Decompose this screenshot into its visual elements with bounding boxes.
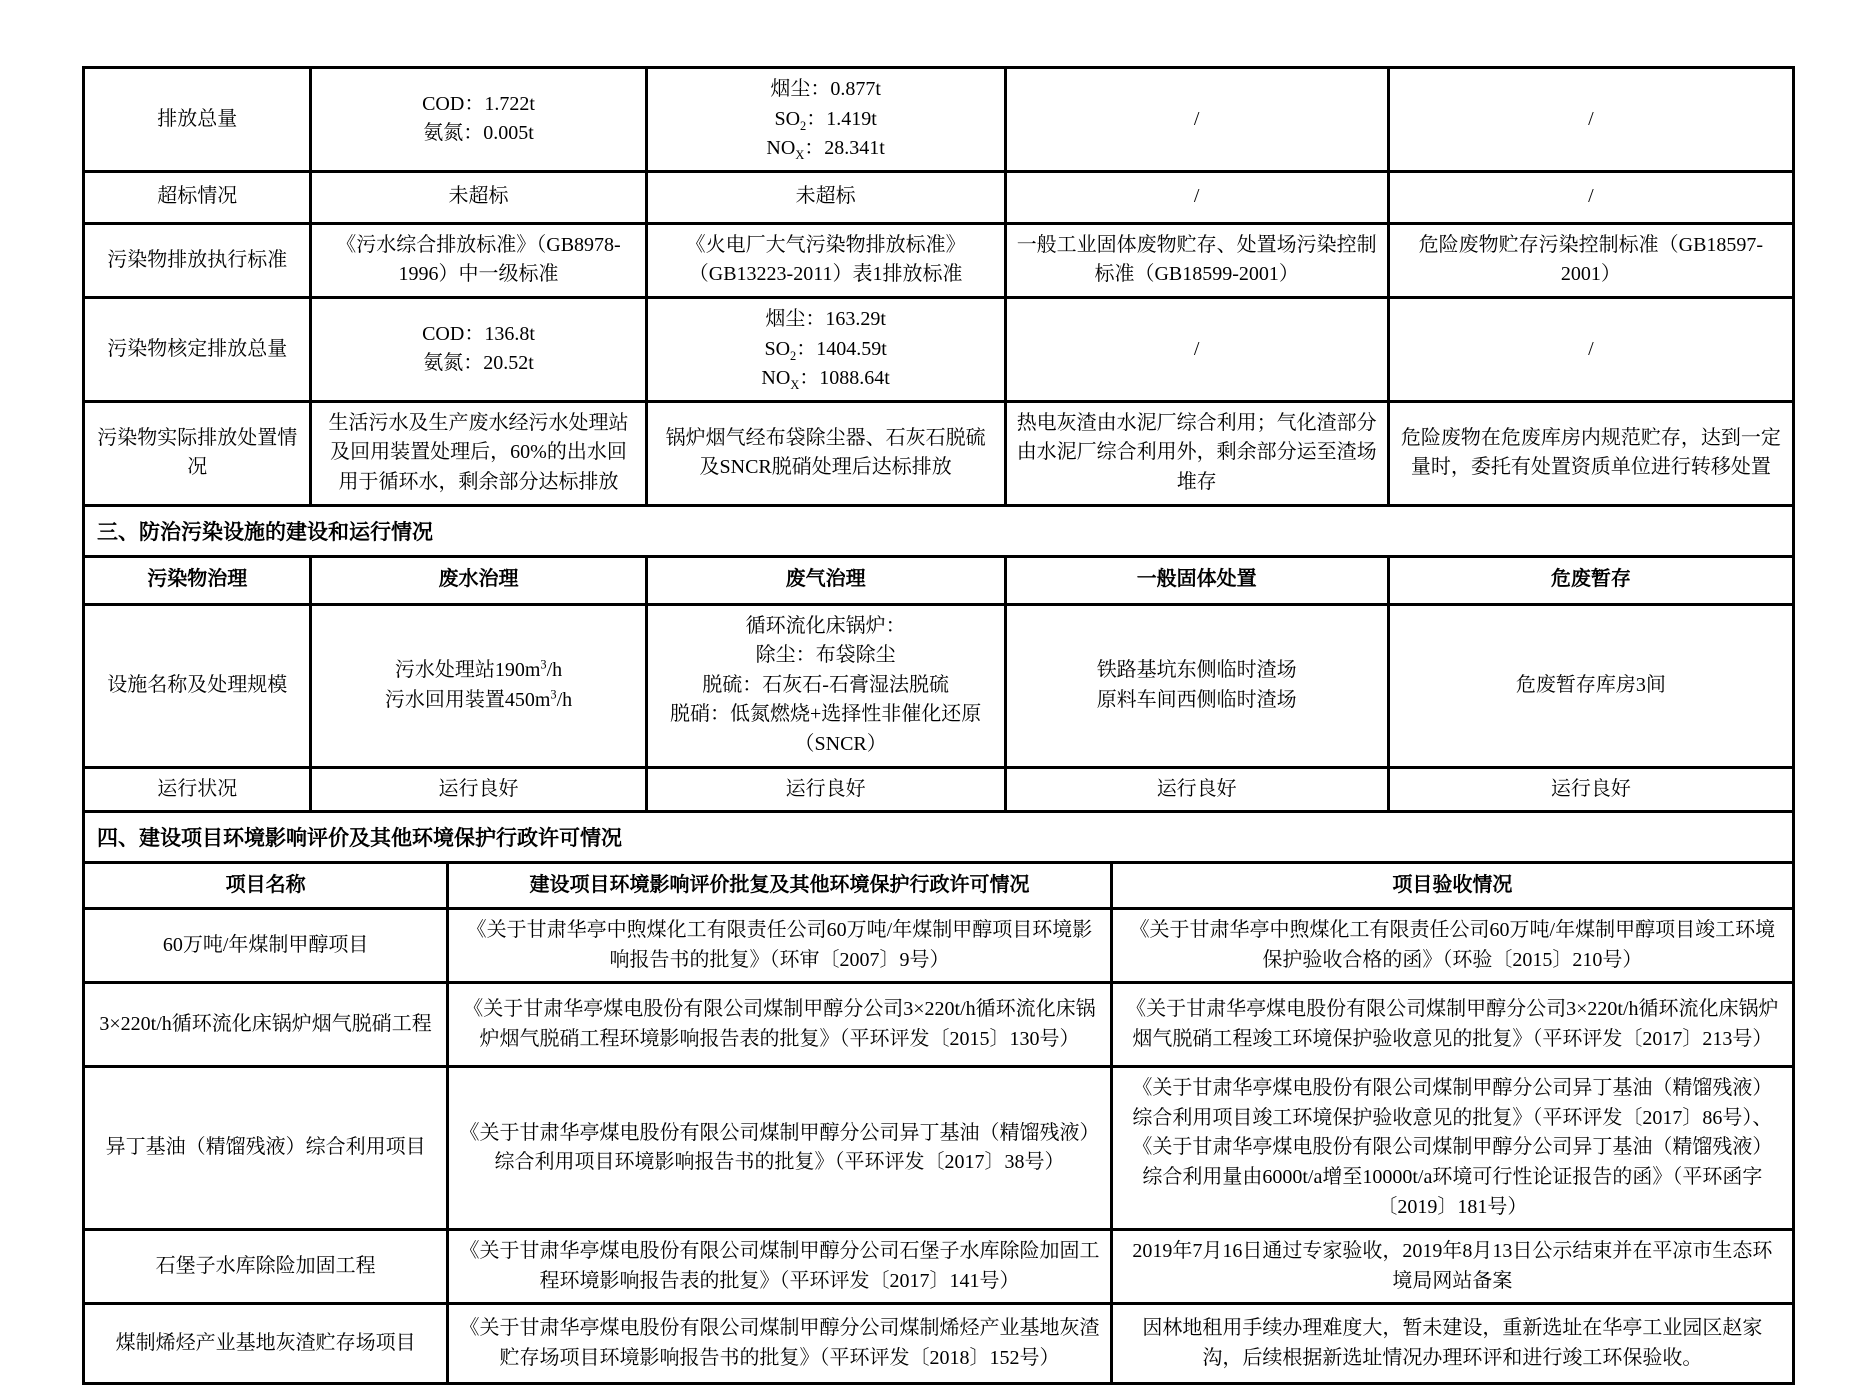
row-facility-name-scale — [84, 604, 1794, 767]
row-operation-status — [84, 767, 1794, 812]
row-label: 污染物实际排放处置情况 — [84, 401, 311, 505]
cell-approval: 《关于甘肃华亭煤电股份有限公司煤制甲醇分公司异丁基油（精馏残液）综合利用项目环境影响报告书的批复》（平环评发〔2017〕38号） — [448, 1067, 1111, 1230]
cell-project-name: 石堡子水库除险加固工程 — [84, 1230, 448, 1304]
cell-waste-gas: 《火电厂大气污染物排放标准》（GB13223-2011）表1排放标准 — [646, 223, 1005, 297]
cell-wastewater: COD：1.722t 氨氮：0.005t — [311, 68, 646, 172]
cell-project-name: 60万吨/年煤制甲醇项目 — [84, 909, 448, 983]
col-header-pollutant-treatment: 污染物治理 — [84, 556, 311, 604]
cell-acceptance: 因林地租用手续办理难度大，暂未建设，重新选址在华亭工业园区赵家沟，后续根据新选址情况办理环评和进行竣工环保验收。 — [1111, 1304, 1793, 1384]
row-label: 污染物核定排放总量 — [84, 297, 311, 401]
cell-project-name: 煤制烯烃产业基地灰渣贮存场项目 — [84, 1304, 448, 1384]
cell-solid-waste: / — [1005, 297, 1388, 401]
cell-hazardous-waste: 危废暂存库房3间 — [1388, 604, 1793, 767]
row-ash-storage-project — [84, 1304, 1794, 1384]
cell-approval: 《关于甘肃华亭煤电股份有限公司煤制甲醇分公司石堡子水库除险加固工程环境影响报告表的批复》（平环评发〔2017〕141号） — [448, 1230, 1111, 1304]
section3-title: 三、防治污染设施的建设和运行情况 — [82, 504, 1795, 558]
col-header-acceptance-status: 项目验收情况 — [1111, 863, 1793, 909]
cell-waste-gas: 循环流化床锅炉： 除尘：布袋除尘 脱硫：石灰石-石膏湿法脱硫 脱硝：低氮燃烧+选择性非催化还原 （SNCR） — [646, 604, 1005, 767]
cell-project-name: 3×220t/h循环流化床锅炉烟气脱硝工程 — [84, 983, 448, 1067]
cell-wastewater: 污水处理站$190m^3/h$ 污水回用装置$450m^3/h$ — [311, 604, 646, 767]
cell-hazardous-waste: / — [1388, 68, 1793, 172]
cell-solid-waste: / — [1005, 171, 1388, 223]
col-header-project-name: 项目名称 — [84, 863, 448, 909]
row-label: 超标情况 — [84, 171, 311, 223]
cell-hazardous-waste: 运行良好 — [1388, 767, 1793, 812]
treatment-facility-table — [82, 555, 1795, 814]
cell-solid-waste: / — [1005, 68, 1388, 172]
cell-hazardous-waste: / — [1388, 297, 1793, 401]
row-permit-headers — [84, 863, 1794, 909]
col-header-waste-gas-treatment: 废气治理 — [646, 556, 1005, 604]
cell-waste-gas: 烟尘：0.877t $SO_2$：1.419t $NO_X$：28.341t — [646, 68, 1005, 172]
cell-acceptance: 2019年7月16日通过专家验收，2019年8月13日公示结束并在平凉市生态环境局网站备案 — [1111, 1230, 1793, 1304]
col-header-solid-waste-disposal: 一般固体处置 — [1005, 556, 1388, 604]
row-emission-total — [84, 68, 1794, 172]
row-discharge-standards — [84, 223, 1794, 297]
cell-waste-gas: 运行良好 — [646, 767, 1005, 812]
cell-approval: 《关于甘肃华亭煤电股份有限公司煤制甲醇分公司3×220t/h循环流化床锅炉烟气脱硝工程环境影响报告表的批复》（平环评发〔2015〕130号） — [448, 983, 1111, 1067]
cell-wastewater: 运行良好 — [311, 767, 646, 812]
cell-approval: 《关于甘肃华亭煤电股份有限公司煤制甲醇分公司煤制烯烃产业基地灰渣贮存场项目环境影响报告书的批复》（平环评发〔2018〕152号） — [448, 1304, 1111, 1384]
row-denitration-project — [84, 983, 1794, 1067]
cell-wastewater: COD：136.8t 氨氮：20.52t — [311, 297, 646, 401]
row-label: 运行状况 — [84, 767, 311, 812]
cell-hazardous-waste: / — [1388, 171, 1793, 223]
cell-approval: 《关于甘肃华亭中煦煤化工有限责任公司60万吨/年煤制甲醇项目环境影响报告书的批复》（环审〔2007〕9号） — [448, 909, 1111, 983]
cell-acceptance: 《关于甘肃华亭煤电股份有限公司煤制甲醇分公司3×220t/h循环流化床锅炉烟气脱硝工程竣工环境保护验收意见的批复》（平环评发〔2017〕213号） — [1111, 983, 1793, 1067]
cell-hazardous-waste: 危险废物在危废库房内规范贮存，达到一定量时，委托有处置资质单位进行转移处置 — [1388, 401, 1793, 505]
row-facility-headers — [84, 556, 1794, 604]
eia-permit-table — [82, 861, 1795, 1385]
col-header-hazardous-waste-storage: 危废暂存 — [1388, 556, 1793, 604]
cell-solid-waste: 一般工业固体废物贮存、处置场污染控制标准（GB18599-2001） — [1005, 223, 1388, 297]
cell-project-name: 异丁基油（精馏残液）综合利用项目 — [84, 1067, 448, 1230]
cell-waste-gas: 烟尘：163.29t $SO_2$：1404.59t $NO_X$：1088.64t — [646, 297, 1005, 401]
cell-waste-gas: 未超标 — [646, 171, 1005, 223]
row-reservoir-project — [84, 1230, 1794, 1304]
col-header-eia-approval: 建设项目环境影响评价批复及其他环境保护行政许可情况 — [448, 863, 1111, 909]
cell-acceptance: 《关于甘肃华亭中煦煤化工有限责任公司60万吨/年煤制甲醇项目竣工环境保护验收合格的函》（环验〔2015〕210号） — [1111, 909, 1793, 983]
cell-wastewater: 生活污水及生产废水经污水处理站及回用装置处理后，60%的出水回用于循环水，剩余部分达标排放 — [311, 401, 646, 505]
cell-solid-waste: 铁路基坑东侧临时渣场 原料车间西侧临时渣场 — [1005, 604, 1388, 767]
col-header-wastewater-treatment: 废水治理 — [311, 556, 646, 604]
section4-title: 四、建设项目环境影响评价及其他环境保护行政许可情况 — [82, 810, 1795, 864]
row-methanol-project — [84, 909, 1794, 983]
row-isobutyl-oil-project — [84, 1067, 1794, 1230]
cell-acceptance: 《关于甘肃华亭煤电股份有限公司煤制甲醇分公司异丁基油（精馏残液）综合利用项目竣工环境保护验收意见的批复》（平环评发〔2017〕86号）、《关于甘肃华亭煤电股份有限公司煤制甲醇分公司异丁基油（精馏残液）综合利用量由6000t/a增至10000t/a环境可行性论证报告的函》（平环函字〔2019〕181号） — [1111, 1067, 1793, 1230]
row-exceedance-status — [84, 171, 1794, 223]
cell-waste-gas: 锅炉烟气经布袋除尘器、石灰石脱硫及SNCR脱硝处理后达标排放 — [646, 401, 1005, 505]
cell-hazardous-waste: 危险废物贮存污染控制标准（GB18597-2001） — [1388, 223, 1793, 297]
row-approved-emission-total — [84, 297, 1794, 401]
row-label: 污染物排放执行标准 — [84, 223, 311, 297]
row-actual-disposal — [84, 401, 1794, 505]
cell-solid-waste: 热电灰渣由水泥厂综合利用；气化渣部分由水泥厂综合利用外，剩余部分运至渣场堆存 — [1005, 401, 1388, 505]
pollutant-emission-table — [82, 66, 1795, 507]
row-label: 排放总量 — [84, 68, 311, 172]
cell-solid-waste: 运行良好 — [1005, 767, 1388, 812]
cell-wastewater: 未超标 — [311, 171, 646, 223]
cell-wastewater: 《污水综合排放标准》（GB8978-1996）中一级标准 — [311, 223, 646, 297]
row-label: 设施名称及处理规模 — [84, 604, 311, 767]
